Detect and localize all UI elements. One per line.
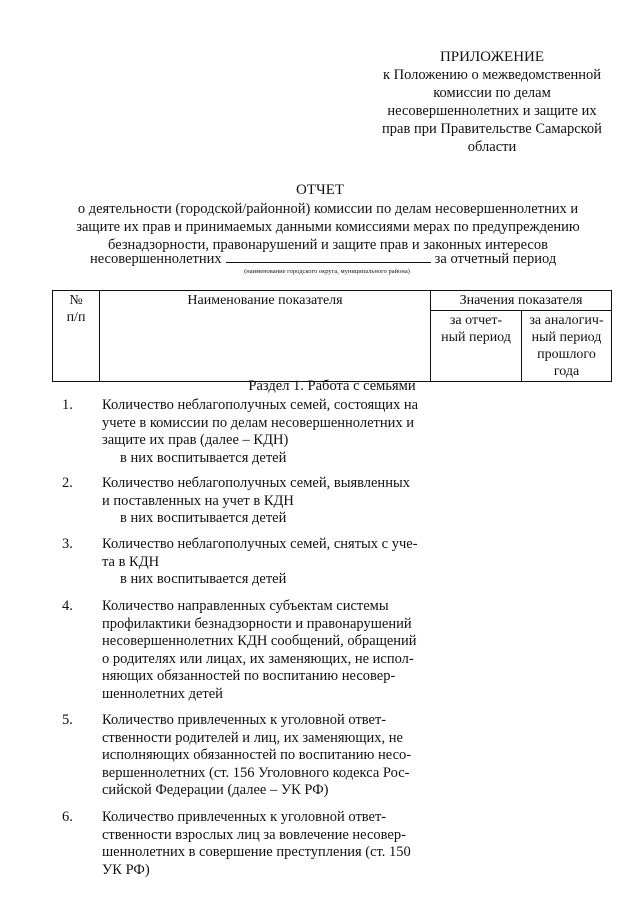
appendix-line: комиссии по делам (433, 85, 551, 101)
item-text (102, 536, 432, 571)
item-number: 4. (62, 598, 73, 614)
indicator-item (62, 536, 432, 589)
indicator-item (62, 598, 432, 703)
col-current-period (431, 311, 522, 382)
indicator-item (62, 475, 432, 528)
appendix-heading: ПРИЛОЖЕНИЕ (439, 49, 545, 65)
item-text (102, 598, 432, 703)
item-number: 3. (62, 536, 73, 552)
col-name-header: Наименование показателя (100, 291, 431, 382)
col-current-label: ный период (441, 330, 511, 345)
fill-suffix: за отчетный период (434, 251, 557, 267)
col-values-header: Значения показателя (431, 291, 612, 311)
appendix-line: к Положению о межведомственной (382, 67, 602, 83)
col-number-label: № (69, 293, 83, 308)
item-line: Количество неблагополучных семей, выявленных (102, 475, 410, 491)
col-number-header (53, 291, 100, 382)
indicator-item (62, 809, 432, 879)
item-line: о родителях или лицах, их заменяющих, не испол- (102, 650, 414, 667)
col-previous-label: ный период (531, 330, 602, 345)
col-previous-label: прошлого (537, 347, 596, 362)
item-number: 6. (62, 809, 73, 825)
item-line: профилактики безнадзорности и правонарушений (102, 615, 412, 632)
col-number-label: п/п (66, 310, 86, 325)
subtitle-line: безнадзорности, правонарушений и защите прав и законных интересов (108, 237, 548, 253)
col-previous-label: за аналогич- (529, 313, 604, 328)
fill-caption: (наименование городского округа, муниципального района) (244, 268, 410, 275)
col-current-label: за отчет- (449, 313, 503, 328)
item-line: исполняющих обязанностей по воспитанию несо- (102, 747, 412, 763)
item-text (102, 712, 432, 800)
item-line: Количество неблагополучных семей, состоящих на (102, 397, 419, 413)
item-line: Количество неблагополучных семей, снятых с уче- (102, 536, 418, 552)
item-line: несовершеннолетних КДН сообщений, обращений (102, 633, 417, 649)
item-line: шеннолетних в совершение преступления (ст. 150 (102, 844, 411, 860)
subtitle-line: о деятельности (городской/районной) комиссии по делам несовершеннолетних и (77, 201, 579, 217)
item-line: шеннолетних детей (102, 685, 223, 702)
appendix-line: несовершеннолетних и защите их (387, 103, 597, 119)
item-text (102, 475, 432, 510)
report-subtitle (48, 200, 608, 254)
item-line: Количество привлеченных к уголовной ответ- (102, 712, 387, 728)
item-line: ственности взрослых лиц за вовлечение несовер- (102, 826, 406, 843)
item-number: 2. (62, 475, 73, 491)
appendix-line: области (467, 139, 517, 155)
item-sub: в них воспитывается детей (120, 449, 287, 466)
report-fill-line (90, 250, 610, 268)
col-previous-period (522, 311, 612, 382)
item-line: вершеннолетних (ст. 156 Уголовного кодекса Рос- (102, 764, 410, 781)
item-line: и поставленных на учет в КДН (102, 492, 294, 509)
item-sub: в них воспитывается детей (120, 571, 287, 587)
item-number: 5. (62, 712, 73, 728)
report-title: ОТЧЕТ (295, 182, 345, 198)
item-line: учете в комиссии по делам несовершеннолетних и (102, 414, 415, 431)
item-number: 1. (62, 397, 73, 413)
col-previous-label: года (553, 364, 580, 379)
item-line: сийской Федерации (далее – УК РФ) (102, 782, 329, 798)
item-text (102, 809, 432, 879)
item-line: ственности родителей и лиц, их заменяющих, не (102, 729, 403, 746)
indicator-item (62, 397, 432, 467)
appendix-line: прав при Правительстве Самарской (382, 121, 602, 137)
item-sub: в них воспитывается детей (120, 510, 287, 526)
item-line: няющих обязанностей по воспитанию несовер- (102, 668, 396, 684)
item-line: Количество направленных субъектам системы (102, 598, 389, 614)
fill-prefix: несовершеннолетних (90, 251, 222, 267)
indicator-item (62, 712, 432, 800)
item-text (102, 397, 432, 450)
item-line: Количество привлеченных к уголовной ответ- (102, 809, 387, 825)
item-line: та в КДН (102, 553, 160, 570)
section-1-title: Раздел 1. Работа с семьями (248, 378, 416, 394)
item-line: защите их прав (далее – КДН) (102, 432, 289, 448)
subtitle-line: защите их прав и принимаемых данными комиссиями мерах по предупреждению (76, 219, 580, 235)
fill-blank (226, 250, 431, 263)
appendix-block (360, 48, 624, 156)
indicator-table-header (52, 290, 612, 382)
item-line: УК РФ) (102, 861, 150, 878)
